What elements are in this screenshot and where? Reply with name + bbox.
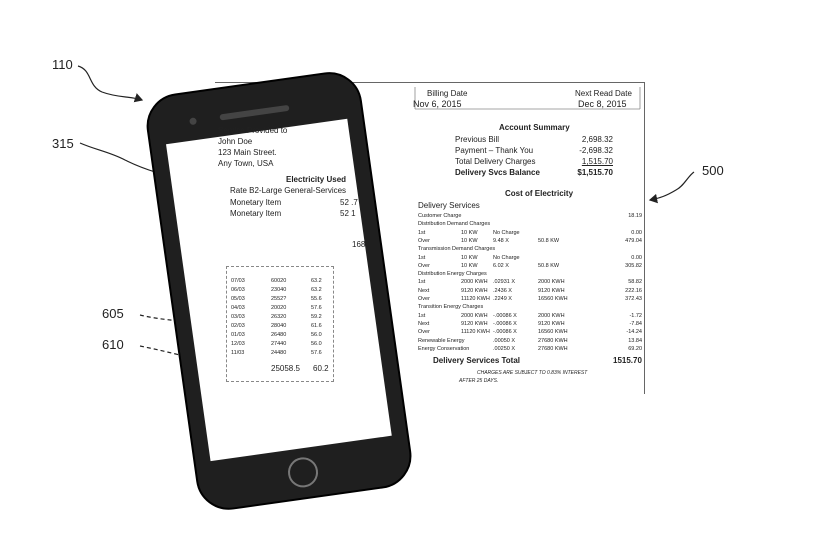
summary-label: Previous Bill — [455, 135, 500, 144]
cost-cell-c3: .00250 X — [493, 345, 516, 352]
monetary-item-2-value: 52 1 — [340, 209, 356, 218]
cost-cell-c3: .00050 X — [493, 337, 516, 344]
partial-value: 168 — [352, 240, 366, 249]
cost-cell-c4: 27680 KWH — [538, 345, 568, 352]
reading-date: 11/03 — [231, 350, 245, 356]
cost-cell-amt: 0.00 — [631, 254, 642, 261]
reading-usage: 28040 — [271, 323, 287, 329]
account-summary-title: Account Summary — [499, 123, 570, 132]
cost-subtitle: Delivery Services — [418, 201, 480, 210]
summary-value: -2,698.32 — [579, 146, 613, 155]
reading-date: 02/03 — [231, 323, 245, 329]
electricity-used-title: Electricity Used — [286, 175, 347, 184]
cost-cell-c3: -.00086 X — [493, 320, 517, 327]
reading-date: 12/03 — [231, 341, 245, 347]
cost-cell-amt: 69.20 — [628, 345, 642, 352]
next-read-date: Dec 8, 2015 — [578, 99, 627, 109]
cost-cell-amt: 18.19 — [628, 213, 642, 219]
cost-cell-amt: -7.84 — [629, 320, 642, 327]
reading-date: 01/03 — [231, 332, 245, 338]
cost-cell-c3: 9.48 X — [493, 237, 509, 244]
customer-name: John Doe — [218, 137, 253, 146]
reading-usage: 26480 — [271, 332, 287, 338]
cost-cell-c1: 1st — [418, 254, 426, 261]
billing-date-label: Billing Date — [427, 89, 468, 98]
cost-cell-c2: 2000 KWH — [461, 312, 488, 319]
ref-610: 610 — [102, 337, 124, 352]
service-heading: Service Provided to — [218, 126, 288, 135]
summary-label: Payment – Thank You — [455, 146, 534, 155]
cost-cell-c3: No Charge — [493, 229, 520, 236]
reading-demand: 57.6 — [311, 305, 322, 311]
cost-cell-amt: 0.00 — [631, 229, 642, 236]
cost-cell-c4: 2000 KWH — [538, 279, 565, 286]
reading-usage: 24480 — [271, 350, 287, 356]
reading-usage: 60020 — [271, 278, 287, 284]
cost-cell-c4: 9120 KWH — [538, 287, 565, 294]
reading-usage: 27440 — [271, 341, 287, 347]
monetary-item-1-value: 52 .7 — [340, 198, 358, 207]
ref-500: 500 — [702, 163, 724, 178]
cost-cell-c4: 50.8 KW — [538, 237, 560, 244]
cost-cell-c1: 1st — [418, 312, 426, 319]
reading-demand: 56.0 — [311, 341, 322, 347]
cost-cell-c1: Over — [418, 237, 430, 244]
cost-cell-c1: Transition Energy Charges — [418, 304, 484, 311]
reading-date: 07/03 — [231, 278, 245, 284]
ref-110: 110 — [52, 57, 73, 72]
cost-cell-c1: Distribution Energy Charges — [418, 271, 487, 278]
delivery-total-value: 1515.70 — [613, 356, 642, 365]
delivery-total-label: Delivery Services Total — [433, 356, 521, 365]
cost-cell-c3: .2249 X — [493, 296, 512, 302]
reading-usage: 20020 — [271, 305, 287, 311]
cost-cell-c2: 9120 KWH — [461, 287, 488, 294]
reading-usage: 23040 — [271, 287, 287, 293]
cost-cell-c2: 9120 KWH — [461, 320, 488, 327]
customer-street: 123 Main Street. — [218, 148, 277, 157]
cost-cell-c3: -.00086 X — [493, 329, 517, 336]
cost-cell-c3: .02931 X — [493, 279, 516, 286]
cost-cell-c1: Over — [418, 296, 430, 302]
cost-cell-amt: 372.43 — [625, 296, 642, 302]
cost-cell-c1: Customer Charge — [418, 213, 462, 219]
interest-note-2: AFTER 25 DAYS. — [459, 378, 499, 384]
reading-demand: 57.6 — [311, 350, 322, 356]
cost-cell-c2: 10 KW — [461, 262, 478, 269]
cost-cell-c1: Next — [418, 287, 430, 294]
cost-cell-c4: 50.8 KW — [538, 262, 560, 269]
ref-315: 315 — [52, 136, 74, 151]
total-demand: 60.2 — [313, 364, 329, 373]
interest-note: CHARGES ARE SUBJECT TO 0.83% INTEREST — [477, 370, 588, 376]
customer-city: Any Town, USA — [218, 159, 274, 168]
cost-cell-c3: No Charge — [493, 254, 520, 261]
cost-cell-c2: 10 KW — [461, 229, 478, 236]
summary-value: 1,515.70 — [581, 157, 613, 166]
summary-value: $1,515.70 — [577, 168, 613, 177]
reading-date: 06/03 — [231, 287, 245, 293]
cost-cell-c1: Over — [418, 262, 430, 269]
billing-date: Nov 6, 2015 — [413, 99, 462, 109]
reading-usage: 2552? — [271, 296, 287, 302]
cost-cell-c1: Renewable Energy — [418, 337, 465, 344]
monetary-item-1: Monetary Item — [230, 198, 282, 207]
summary-label: Total Delivery Charges — [455, 157, 536, 166]
reading-date: 04/03 — [231, 305, 245, 311]
reading-usage: 26320 — [271, 314, 287, 320]
readings-table — [226, 266, 334, 382]
cost-cell-amt: 58.82 — [628, 279, 642, 286]
cost-cell-amt: 222.16 — [625, 287, 642, 294]
cost-cell-c4: 2000 KWH — [538, 312, 565, 319]
cost-cell-c4: 27680 KWH — [538, 337, 568, 344]
reading-demand: 61.6 — [311, 323, 322, 329]
cost-cell-amt: -1.72 — [629, 312, 642, 319]
cost-cell-c2: 10 KW — [461, 237, 478, 244]
cost-cell-c3: .2436 X — [493, 287, 512, 294]
rate-name: Rate B2-Large General-Services — [230, 186, 347, 195]
cost-cell-c1: Over — [418, 329, 430, 336]
reading-demand: 55.6 — [311, 296, 322, 302]
reading-demand: 56.0 — [311, 332, 322, 338]
cost-cell-c1: 1st — [418, 279, 426, 286]
cost-cell-c1: Transmission Demand Charges — [418, 246, 496, 253]
summary-label: Delivery Svcs Balance — [455, 168, 540, 177]
cost-cell-c2: 10 KW — [461, 254, 478, 261]
reading-demand: 63.2 — [311, 287, 322, 293]
cost-cell-amt: 305.82 — [625, 262, 642, 269]
cost-cell-c4: 9120 KWH — [538, 320, 565, 327]
next-read-label: Next Read Date — [575, 89, 632, 98]
cost-cell-c1: Distribution Demand Charges — [418, 221, 491, 228]
ref-605: 605 — [102, 306, 124, 321]
cost-title: Cost of Electricity — [505, 189, 574, 198]
reading-date: 05/03 — [231, 296, 245, 302]
reading-demand: 63.2 — [311, 278, 322, 284]
cost-cell-c4: 16560 KWH — [538, 329, 568, 336]
reading-date: 03/03 — [231, 314, 245, 320]
cost-cell-c1: 1st — [418, 229, 426, 236]
cost-cell-c1: Next — [418, 320, 430, 327]
cost-cell-amt: 479.04 — [625, 237, 642, 244]
cost-cell-amt: 13.84 — [628, 337, 642, 344]
cost-cell-c1: Energy Conservation — [418, 345, 470, 352]
monetary-item-2: Monetary Item — [230, 209, 282, 218]
cost-cell-c2: 11120 KWH — [461, 329, 490, 336]
summary-value: 2,698.32 — [581, 135, 613, 144]
cost-cell-c3: -.00086 X — [493, 312, 517, 319]
cost-cell-c4: 16560 KWH — [538, 296, 568, 302]
cost-cell-c2: 11120 KWH — [461, 296, 490, 302]
reading-demand: 59.2 — [311, 314, 322, 320]
cost-cell-c2: 2000 KWH — [461, 279, 488, 286]
total-usage: 25058.5 — [271, 364, 300, 373]
cost-cell-c3: 6.02 X — [493, 262, 509, 269]
cost-cell-amt: -14.24 — [626, 329, 642, 336]
